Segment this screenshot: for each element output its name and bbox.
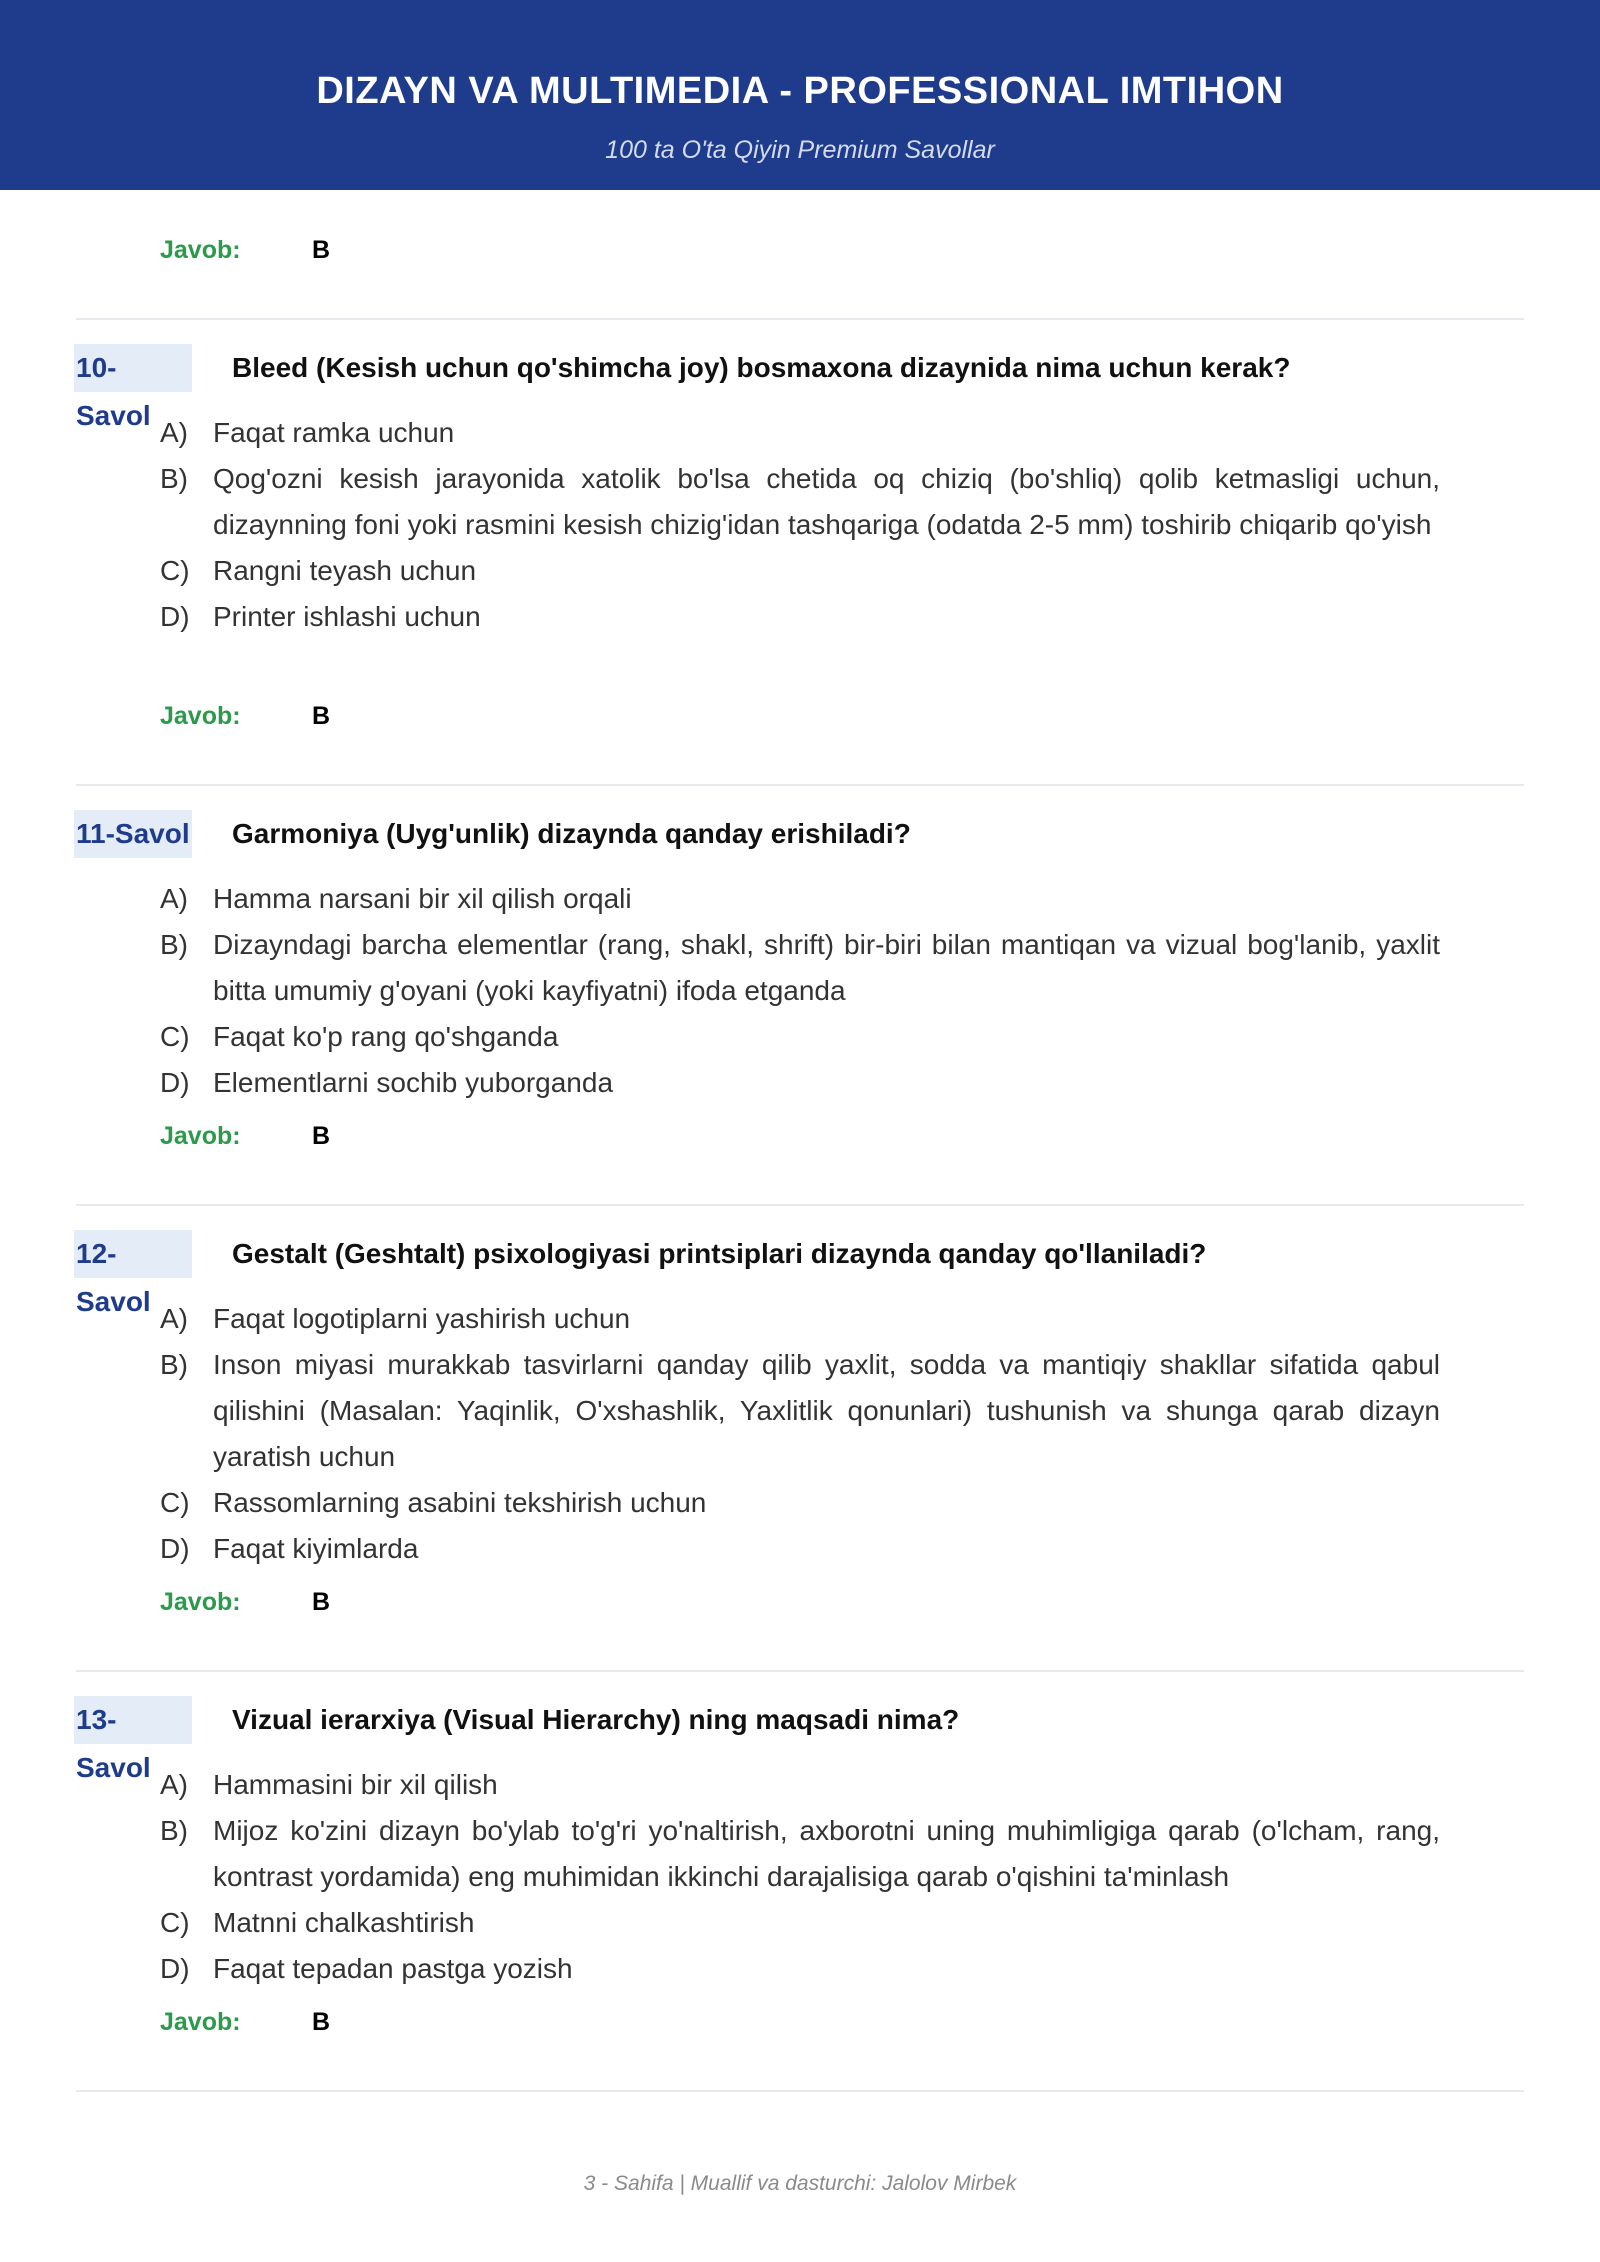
answer-label: Javob: [160,1588,241,1616]
answer-label: Javob: [160,702,241,730]
option-a [160,1762,1440,1808]
answer-value: B [312,236,331,264]
option-letter: B) [160,1349,188,1380]
question-number: 11-Savol [74,810,192,858]
option-letter: C) [160,1907,190,1938]
option-b [160,456,1440,548]
question-12-options [160,1296,1440,1572]
question-10-answer [160,700,330,732]
option-text: Dizayndagi barcha elementlar (rang, shakl, shrift) bir-biri bilan mantiqan va vizual bog'lanib, yaxlit bitta umumiy g'oyani (yoki kayfiyatni) ifoda etganda [213,929,1440,1006]
option-text: Rangni teyash uchun [213,555,477,586]
option-letter: B) [160,929,188,960]
answer-label: Javob: [160,1122,241,1150]
question-12-answer [160,1586,330,1618]
option-d [160,1946,1440,1992]
option-text: Faqat ramka uchun [213,417,455,448]
question-text: Garmoniya (Uyg'unlik) dizaynda qanday erishiladi? [232,818,911,849]
question-text: Gestalt (Geshtalt) psixologiyasi printsiplari dizaynda qanday qo'llaniladi? [232,1238,1207,1269]
option-letter: D) [160,1953,190,1984]
option-text: Hamma narsani bir xil qilish orqali [213,883,632,914]
option-text: Inson miyasi murakkab tasvirlarni qanday qilib yaxlit, sodda va mantiqiy shakllar sifatida qabul qilishini (Masalan: Yaqinlik, O'xshashlik, Yaxlitlik qonunlari) tushunish va shunga qarab dizayn yaratish uchun [213,1349,1440,1472]
question-number: 10-Savol [74,344,192,392]
option-c [160,1900,1440,1946]
option-letter: A) [160,883,188,914]
divider [76,318,1524,320]
page-subtitle: 100 ta O'ta Qiyin Premium Savollar [605,136,995,164]
question-13-header [74,1696,960,1783]
option-text: Printer ishlashi uchun [213,601,481,632]
question-13-answer [160,2006,330,2038]
option-c [160,1480,1440,1526]
divider [76,1670,1524,1672]
question-11-options [160,876,1440,1106]
page-title: DIZAYN VA MULTIMEDIA - PROFESSIONAL IMTIHON [316,70,1284,112]
option-d [160,594,1440,640]
divider [76,784,1524,786]
option-letter: D) [160,1067,190,1098]
option-letter: D) [160,1533,190,1564]
divider [76,2090,1524,2092]
option-d [160,1060,1440,1106]
answer-value: B [312,702,331,730]
option-a [160,876,1440,922]
option-c [160,548,1440,594]
question-text: Bleed (Kesish uchun qo'shimcha joy) bosmaxona dizaynida nima uchun kerak? [232,352,1291,383]
option-text: Faqat kiyimlarda [213,1533,419,1564]
option-text: Matnni chalkashtirish [213,1907,475,1938]
option-letter: C) [160,1487,190,1518]
option-b [160,922,1440,1014]
option-text: Elementlarni sochib yuborganda [213,1067,614,1098]
option-text: Qog'ozni kesish jarayonida xatolik bo'lsa chetida oq chiziq (bo'shliq) qolib ketmasligi uchun, dizaynning foni yoki rasmini kesish chizig'idan tashqariga (odatda 2-5 mm) toshirib chiqarib qo'yish [213,463,1440,540]
option-letter: A) [160,1769,188,1800]
option-text: Mijoz ko'zini dizayn bo'ylab to'g'ri yo'naltirish, axborotni uning muhimligiga qarab (o'lcham, rang, kontrast yordamida) eng muhimidan ikkinchi darajalisiga qarab o'qishini ta'minlash [213,1815,1440,1892]
page-footer: 3 - Sahifa | Muallif va dasturchi: Jalolov Mirbek [583,2172,1017,2195]
divider [76,1204,1524,1206]
answer-label: Javob: [160,2008,241,2036]
answer-value: B [312,1122,331,1150]
option-a [160,410,1440,456]
option-letter: B) [160,463,188,494]
option-b [160,1342,1440,1480]
option-text: Faqat tepadan pastga yozish [213,1953,573,1984]
option-letter: A) [160,1303,188,1334]
option-letter: D) [160,601,190,632]
option-text: Rassomlarning asabini tekshirish uchun [213,1487,707,1518]
option-text: Faqat ko'p rang qo'shganda [213,1021,559,1052]
question-12-header [74,1230,1207,1317]
answer-value: B [312,1588,331,1616]
answer-value: B [312,2008,331,2036]
option-text: Hammasini bir xil qilish [213,1769,498,1800]
page-header [0,0,1600,190]
question-10-header [74,344,1291,431]
question-number: 13-Savol [74,1696,192,1744]
question-text: Vizual ierarxiya (Visual Hierarchy) ning maqsadi nima? [232,1704,960,1735]
option-text: Faqat logotiplarni yashirish uchun [213,1303,631,1334]
option-letter: A) [160,417,188,448]
option-letter: B) [160,1815,188,1846]
question-10-options [160,410,1440,640]
question-number: 12-Savol [74,1230,192,1278]
option-letter: C) [160,555,190,586]
answer-label: Javob: [160,236,241,264]
question-11-header [74,810,911,858]
option-letter: C) [160,1021,190,1052]
option-a [160,1296,1440,1342]
prev-answer-row [160,234,330,266]
question-11-answer [160,1120,330,1152]
option-d [160,1526,1440,1572]
option-c [160,1014,1440,1060]
question-13-options [160,1762,1440,1992]
option-b [160,1808,1440,1900]
